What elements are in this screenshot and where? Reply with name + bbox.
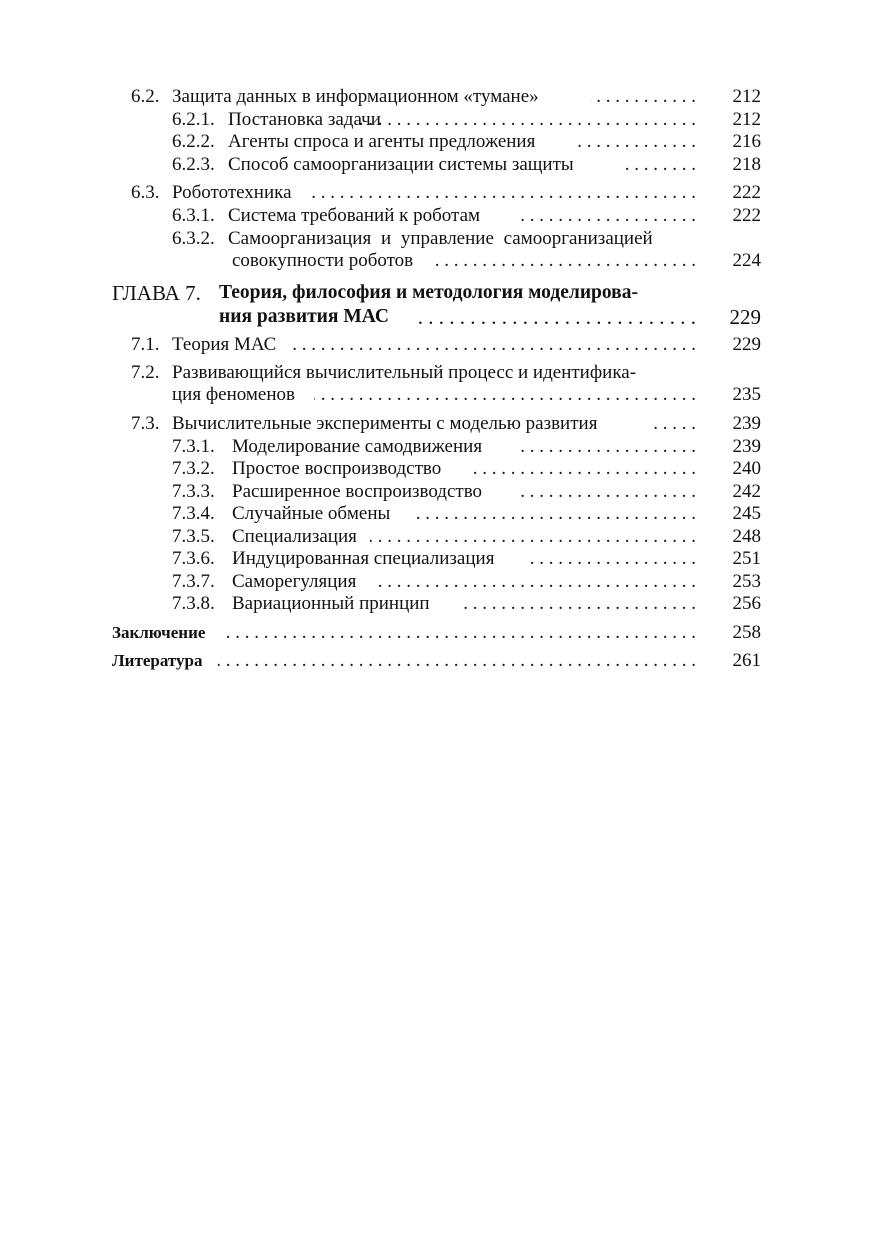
entry-title: Развивающийся вычислительный процесс и идентифика- (172, 362, 637, 383)
dot-leader (310, 182, 696, 204)
entry-title: Постановка задачи (228, 109, 381, 130)
dot-leader (416, 305, 696, 329)
page-number: 216 (732, 131, 761, 152)
dot-leader (370, 526, 696, 548)
page-number: 229 (732, 334, 761, 355)
entry-number: 7.1. (131, 334, 160, 355)
page-number: 212 (732, 109, 761, 130)
page-number: 229 (729, 305, 761, 329)
chapter-title-continued: ния развития МАС (219, 306, 389, 327)
entry-title: Агенты спроса и агенты предложения (228, 131, 536, 152)
page-number: 239 (732, 413, 761, 434)
entry-number: 7.3.8. (172, 593, 215, 614)
entry-title: Литература (112, 651, 203, 670)
dot-leader (530, 548, 696, 570)
entry-number: 7.3.3. (172, 481, 215, 502)
entry-number: 7.3.1. (172, 436, 215, 457)
entry-number: 7.3.4. (172, 503, 215, 524)
page-number: 235 (732, 384, 761, 405)
entry-title: Теория МАС (172, 334, 277, 355)
entry-number: 7.3.7. (172, 571, 215, 592)
entry-title: Защита данных в информационном «тумане» (172, 86, 539, 107)
entry-number: 6.2.2. (172, 131, 215, 152)
dot-leader (458, 593, 696, 615)
entry-number: 7.3.6. (172, 548, 215, 569)
page-number: 222 (732, 205, 761, 226)
entry-title: Специализация (232, 526, 357, 547)
entry-title-continued: ция феноменов (172, 384, 295, 405)
entry-title: Вариационный принцип (232, 593, 430, 614)
dot-leader (436, 250, 696, 272)
dot-leader (220, 622, 696, 644)
entry-number: 6.3. (131, 182, 160, 203)
entry-title: Самоорганизация и управление самоорганизацией (228, 228, 653, 249)
dot-leader (520, 481, 696, 503)
dot-leader (520, 205, 696, 227)
dot-leader (520, 436, 696, 458)
dot-leader (470, 458, 696, 480)
page-number: 224 (732, 250, 761, 271)
page-number: 240 (732, 458, 761, 479)
entry-number: 7.2. (131, 362, 160, 383)
entry-number: 6.3.2. (172, 228, 215, 249)
entry-title: Простое воспроизводство (232, 458, 442, 479)
entry-title: Вычислительные эксперименты с моделью развития (172, 413, 598, 434)
dot-leader (290, 334, 696, 356)
entry-number: 6.2.1. (172, 109, 215, 130)
page-number: 251 (732, 548, 761, 569)
entry-title: Способ самоорганизации системы защиты (228, 154, 574, 175)
page-number: 218 (732, 154, 761, 175)
chapter-title: Теория, философия и методология моделирова- (219, 282, 638, 303)
entry-title: Робототехника (172, 182, 292, 203)
entry-title: Система требований к роботам (228, 205, 481, 226)
dot-leader (650, 413, 696, 435)
dot-leader (218, 650, 696, 672)
page-number: 242 (732, 481, 761, 502)
entry-title: Моделирование самодвижения (232, 436, 483, 457)
entry-title: Индуцированная специализация (232, 548, 495, 569)
dot-leader (314, 384, 696, 406)
entry-title: Заключение (112, 623, 206, 642)
entry-title: Расширенное воспроизводство (232, 481, 483, 502)
entry-number: 7.3.2. (172, 458, 215, 479)
chapter-number: ГЛАВА 7. (112, 281, 201, 305)
entry-number: 7.3. (131, 413, 160, 434)
entry-title: Саморегуляция (232, 571, 357, 592)
dot-leader (372, 571, 696, 593)
entry-title-continued: совокупности роботов (232, 250, 414, 271)
page-number: 253 (732, 571, 761, 592)
dot-leader (410, 503, 696, 525)
dot-leader (590, 86, 696, 108)
page-number: 212 (732, 86, 761, 107)
entry-number: 7.3.5. (172, 526, 215, 547)
entry-number: 6.2.3. (172, 154, 215, 175)
entry-number: 6.3.1. (172, 205, 215, 226)
entry-title: Случайные обмены (232, 503, 391, 524)
page-number: 258 (732, 622, 761, 643)
entry-number: 6.2. (131, 86, 160, 107)
dot-leader (622, 154, 696, 176)
page-number: 245 (732, 503, 761, 524)
page-number: 256 (732, 593, 761, 614)
page-number: 261 (732, 650, 761, 671)
dot-leader (355, 109, 696, 131)
page-number: 239 (732, 436, 761, 457)
page-number: 248 (732, 526, 761, 547)
dot-leader (578, 131, 696, 153)
page-number: 222 (732, 182, 761, 203)
